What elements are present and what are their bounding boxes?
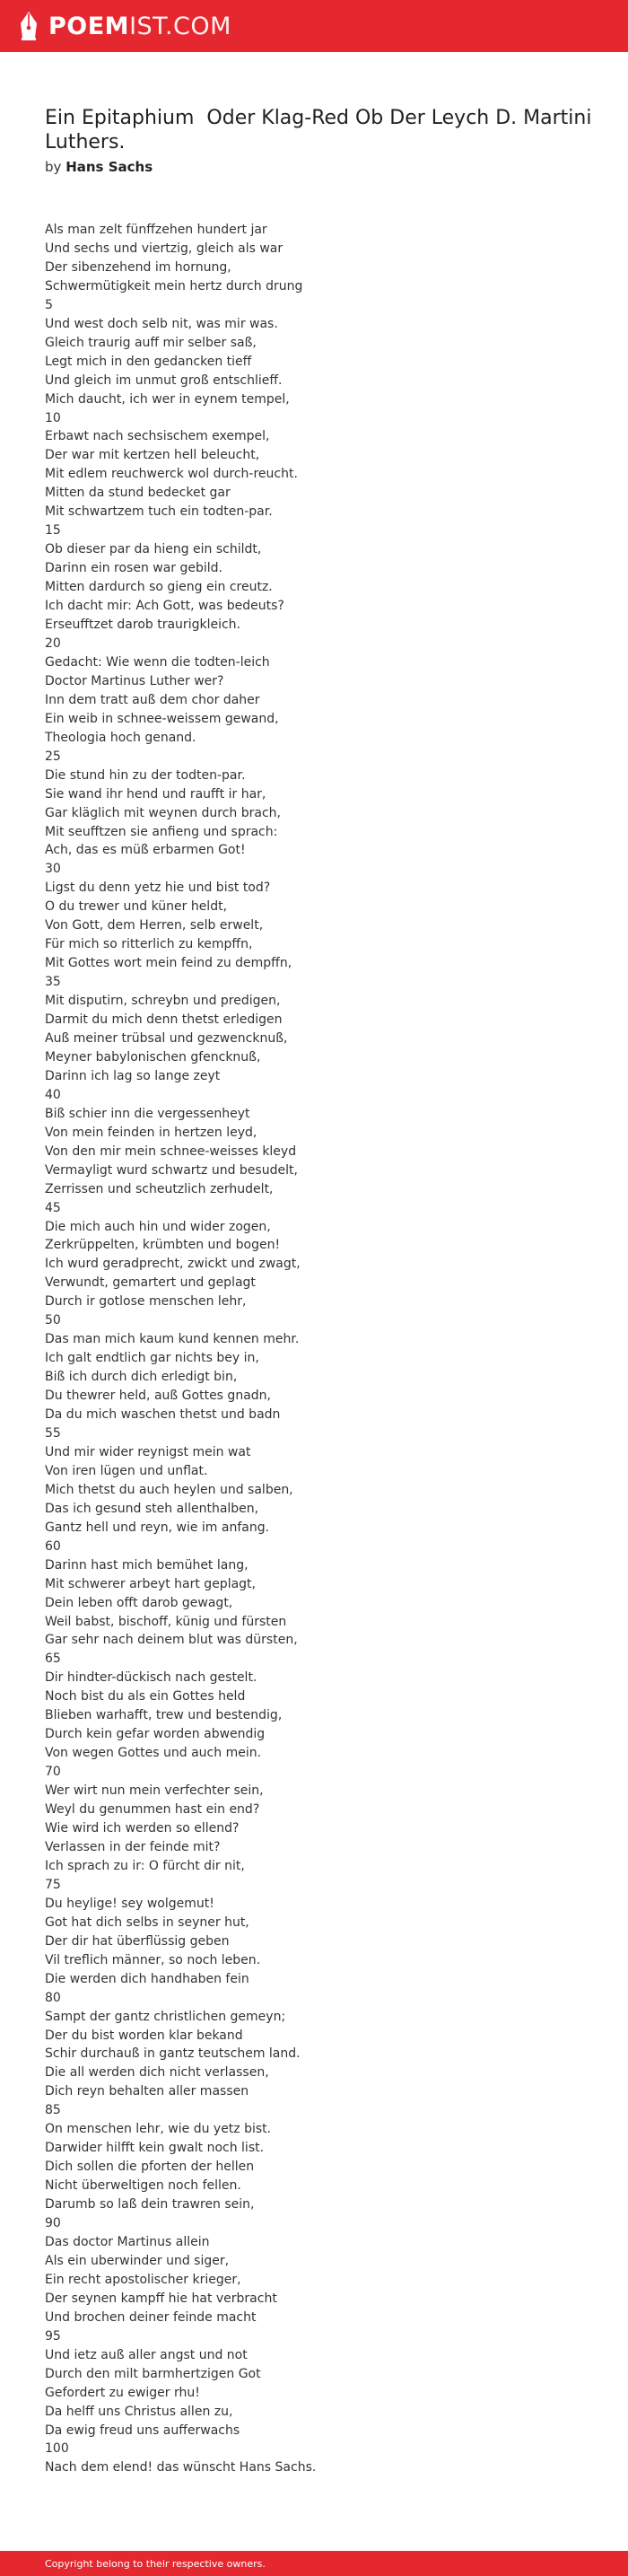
- poem-line: Zerkrüppelten, krümbten und bogen!: [45, 1238, 281, 1253]
- poem-line: Als ein uberwinder und siger,: [45, 2253, 230, 2268]
- poem-line: Darinn hast mich bemühet lang,: [45, 1557, 249, 1573]
- poem-line: 20: [45, 635, 61, 651]
- poem-line: Gefordert zu ewiger rhu!: [45, 2385, 200, 2400]
- byline-prefix: by: [45, 159, 62, 175]
- poem-line: Gedacht: Wie wenn die todten-leich: [45, 654, 270, 670]
- poem-line: Theologia hoch genand.: [45, 730, 196, 745]
- poem-line: Das ich gesund steh allenthalben,: [45, 1501, 259, 1516]
- poem-line: 25: [45, 749, 61, 764]
- poem-line: 70: [45, 1765, 61, 1780]
- poem-line: 60: [45, 1538, 61, 1554]
- poem-line: Mit edlem reuchwerck wol durch-reucht.: [45, 467, 298, 482]
- poem-line: Biß schier inn die vergessenheyt: [45, 1106, 250, 1121]
- fountain-pen-icon: [18, 11, 39, 41]
- poem-line: 55: [45, 1426, 61, 1441]
- poem-line: Und sechs und viertzig, gleich als war: [45, 241, 283, 256]
- poem-line: 45: [45, 1200, 61, 1215]
- poem-line: Ob dieser par da hieng ein schildt,: [45, 542, 262, 557]
- poem-line: Ein weib in schnee-weissem gewand,: [45, 711, 279, 726]
- poem-line: Der seynen kampff hie hat verbracht: [45, 2291, 277, 2306]
- poem-line: Die mich auch hin und wider zogen,: [45, 1219, 271, 1234]
- poem-line: 15: [45, 523, 61, 539]
- poem-line: 95: [45, 2328, 61, 2344]
- logo-text-light: IST.COM: [129, 12, 231, 40]
- poem-line: Von mein feinden in hertzen leyd,: [45, 1125, 257, 1140]
- poem-line: 80: [45, 1990, 61, 2005]
- poem-line: Weil babst, bischoff, künig und fürsten: [45, 1614, 287, 1629]
- poem-line: 40: [45, 1087, 61, 1102]
- poem-line: Inn dem tratt auß dem chor daher: [45, 692, 260, 707]
- poem-line: Nicht überweltigen noch fellen.: [45, 2178, 241, 2194]
- poem-line: On menschen lehr, wie du yetz bist.: [45, 2122, 272, 2137]
- poem-line: 50: [45, 1313, 61, 1328]
- poem-line: Gar sehr nach deinem blut was dürsten,: [45, 1633, 298, 1648]
- poem-line: Und west doch selb nit, was mir was.: [45, 316, 278, 331]
- poem-line: Gantz hell und reyn, wie im anfang.: [45, 1520, 270, 1535]
- logo-wordmark: [48, 14, 231, 39]
- poem-line: Das doctor Martinus allein: [45, 2234, 210, 2249]
- poem-line: Ich dacht mir: Ach Gott, was bedeuts?: [45, 599, 284, 614]
- poem-line: Wie wird ich werden so ellend?: [45, 1821, 240, 1836]
- site-logo[interactable]: [18, 11, 231, 41]
- poem-line: Die all werden dich nicht verlassen,: [45, 2065, 269, 2081]
- poem-line: 90: [45, 2216, 61, 2231]
- poem-line: Mich daucht, ich wer in eynem tempel,: [45, 391, 290, 407]
- poem-byline: [45, 158, 592, 176]
- site-header: [0, 0, 628, 52]
- poem-line: Und mir wider reynigst mein wat: [45, 1444, 251, 1459]
- poem-line: Vermayligt wurd schwartz und besudelt,: [45, 1162, 298, 1178]
- poem-line: Erbawt nach sechsischem exempel,: [45, 429, 270, 444]
- poem-line: Von Gott, dem Herren, selb erwelt,: [45, 918, 264, 933]
- poem-line: Verlassen in der feinde mit?: [45, 1839, 221, 1854]
- poem-line: 85: [45, 2103, 61, 2118]
- poem-line: Ein recht apostolischer krieger,: [45, 2272, 241, 2287]
- poem-line: Durch den milt barmhertzigen Got: [45, 2366, 261, 2381]
- poem-line: Dich reyn behalten aller massen: [45, 2084, 249, 2099]
- poem-line: Darinn ich lag so lange zeyt: [45, 1068, 221, 1083]
- poem-line: Darumb so laß dein trawren sein,: [45, 2197, 255, 2212]
- poem-line: Erseufftzet darob traurigkleich.: [45, 618, 240, 633]
- poem-line: Ligst du denn yetz hie und bist tod?: [45, 881, 271, 896]
- poem-line: Mit schwartzem tuch ein todten-par.: [45, 504, 273, 520]
- poem-line: 75: [45, 1877, 61, 1892]
- poem-line: Der du bist worden klar bekand: [45, 2028, 243, 2043]
- poem-line: Schir durchauß in gantz teutschem land.: [45, 2046, 301, 2062]
- logo-text-strong: POEM: [48, 12, 130, 40]
- poem-line: Du thewrer held, auß Gottes gnadn,: [45, 1389, 271, 1404]
- poem-line: Mit seufftzen sie anfieng und sprach:: [45, 824, 278, 839]
- poem-line: Ich wurd geradprecht, zwickt und zwagt,: [45, 1257, 301, 1272]
- poem-line: Für mich so ritterlich zu kempffn,: [45, 937, 253, 952]
- poem-line: Da ewig freud uns aufferwachs: [45, 2423, 240, 2438]
- poem-line: Mit schwerer arbeyt hart geplagt,: [45, 1576, 256, 1591]
- poem-line: Gleich traurig auff mir selber saß,: [45, 335, 257, 350]
- poem-line: Sie wand ihr hend und raufft ir har,: [45, 786, 266, 802]
- poem-line: Von wegen Gottes und auch mein.: [45, 1746, 262, 1761]
- poem-line: Der dir hat überflüssig geben: [45, 1933, 230, 1949]
- poem-line: Ach, das es müß erbarmen Got!: [45, 843, 246, 858]
- poem-line: Doctor Martinus Luther wer?: [45, 673, 224, 688]
- poem-line: Der war mit kertzen hell beleucht,: [45, 448, 260, 463]
- poem-line: Darwider hilfft kein gwalt noch list.: [45, 2141, 265, 2156]
- poem-line: 35: [45, 975, 61, 990]
- poem-line: Von iren lügen und unflat.: [45, 1463, 208, 1478]
- poem-line: Als man zelt fünffzehen hundert jar: [45, 223, 267, 237]
- poem-line: Mit disputirn, schreybn und predigen,: [45, 994, 281, 1009]
- poem-line: Durch ir gotlose menschen lehr,: [45, 1294, 247, 1310]
- poem-line: Meyner babylonischen gfencknuß,: [45, 1049, 261, 1065]
- poem-article: [45, 106, 598, 2477]
- author-link[interactable]: Hans Sachs: [65, 159, 153, 175]
- poem-line: Mitten dardurch so gieng ein creutz.: [45, 580, 273, 595]
- poem-line: Gar kläglich mit weynen durch brach,: [45, 805, 281, 820]
- site-footer: [0, 2551, 628, 2576]
- poem-line: 30: [45, 862, 61, 877]
- poem-line: Der sibenzehend im hornung,: [45, 259, 231, 275]
- poem-line: Nach dem elend! das wünscht Hans Sachs.: [45, 2460, 317, 2475]
- poem-line: Mitten da stund bedecket gar: [45, 486, 231, 501]
- poem-line: Auß meiner trübsal und gezwencknuß,: [45, 1030, 288, 1046]
- poem-line: Sampt der gantz christlichen gemeyn;: [45, 2009, 286, 2024]
- poem-line: Schwermütigkeit mein hertz durch drung: [45, 278, 303, 294]
- poem-line: Ich sprach zu ir: O fürcht dir nit,: [45, 1858, 245, 1873]
- poem-line: Got hat dich selbs in seyner hut,: [45, 1914, 249, 1930]
- poem-line: 100: [45, 2441, 69, 2457]
- copyright-notice: Copyright belong to their respective owners.: [45, 2557, 266, 2570]
- poem-line: Du heylige! sey wolgemut!: [45, 1896, 214, 1911]
- poem-line: 65: [45, 1652, 61, 1667]
- poem-line: Dich sollen die pforten der hellen: [45, 2160, 255, 2175]
- poem-line: 5: [45, 297, 53, 312]
- poem-line: Biß ich durch dich erledigt bin,: [45, 1370, 238, 1385]
- poem-line: Und gleich im unmut groß entschlieff.: [45, 372, 283, 388]
- poem-line: Und ietz auß aller angst und not: [45, 2347, 248, 2362]
- poem-line: Blieben warhafft, trew und bestendig,: [45, 1708, 283, 1723]
- poem-line: Die stund hin zu der todten-par.: [45, 767, 246, 783]
- poem-line: Legt mich in den gedancken tieff: [45, 354, 252, 369]
- poem-line: Und brochen deiner feinde macht: [45, 2309, 257, 2325]
- poem-line: Zerrissen und scheutzlich zerhudelt,: [45, 1181, 274, 1196]
- poem-line: Mit Gottes wort mein feind zu dempffn,: [45, 956, 292, 971]
- poem-line: Mich thetst du auch heylen und salben,: [45, 1482, 293, 1497]
- poem-line: Da du mich waschen thetst und badn: [45, 1407, 281, 1423]
- poem-body: [45, 221, 592, 2477]
- poem-line: Verwundt, gemartert und geplagt: [45, 1275, 256, 1291]
- poem-title: Ein Epitaphium Oder Klag-Red Ob Der Leych D. Martini Luthers.: [45, 107, 598, 153]
- poem-line: Darinn ein rosen war gebild.: [45, 561, 223, 576]
- poem-line: Vil treflich männer, so noch leben.: [45, 1952, 261, 1967]
- poem-line: Noch bist du als ein Gottes held: [45, 1689, 246, 1704]
- poem-line: Von den mir mein schnee-weisses kleyd: [45, 1143, 297, 1159]
- poem-line: O du trewer und küner heldt,: [45, 899, 228, 915]
- poem-line: Darmit du mich denn thetst erledigen: [45, 1012, 283, 1028]
- poem-line: Dir hindter-dückisch nach gestelt.: [45, 1670, 257, 1686]
- poem-line: Das man mich kaum kund kennen mehr.: [45, 1332, 300, 1347]
- poem-line: 10: [45, 410, 61, 425]
- poem-line: Ich galt endtlich gar nichts bey in,: [45, 1351, 259, 1366]
- poem-line: Die werden dich handhaben fein: [45, 1971, 249, 1986]
- poem-line: Wer wirt nun mein verfechter sein,: [45, 1783, 264, 1799]
- poem-line: Dein leben offt darob gewagt,: [45, 1595, 233, 1610]
- poem-line: Da helff uns Christus allen zu,: [45, 2404, 233, 2419]
- poem-line: Weyl du genummen hast ein end?: [45, 1802, 260, 1818]
- poem-line: Durch kein gefar worden abwendig: [45, 1727, 266, 1742]
